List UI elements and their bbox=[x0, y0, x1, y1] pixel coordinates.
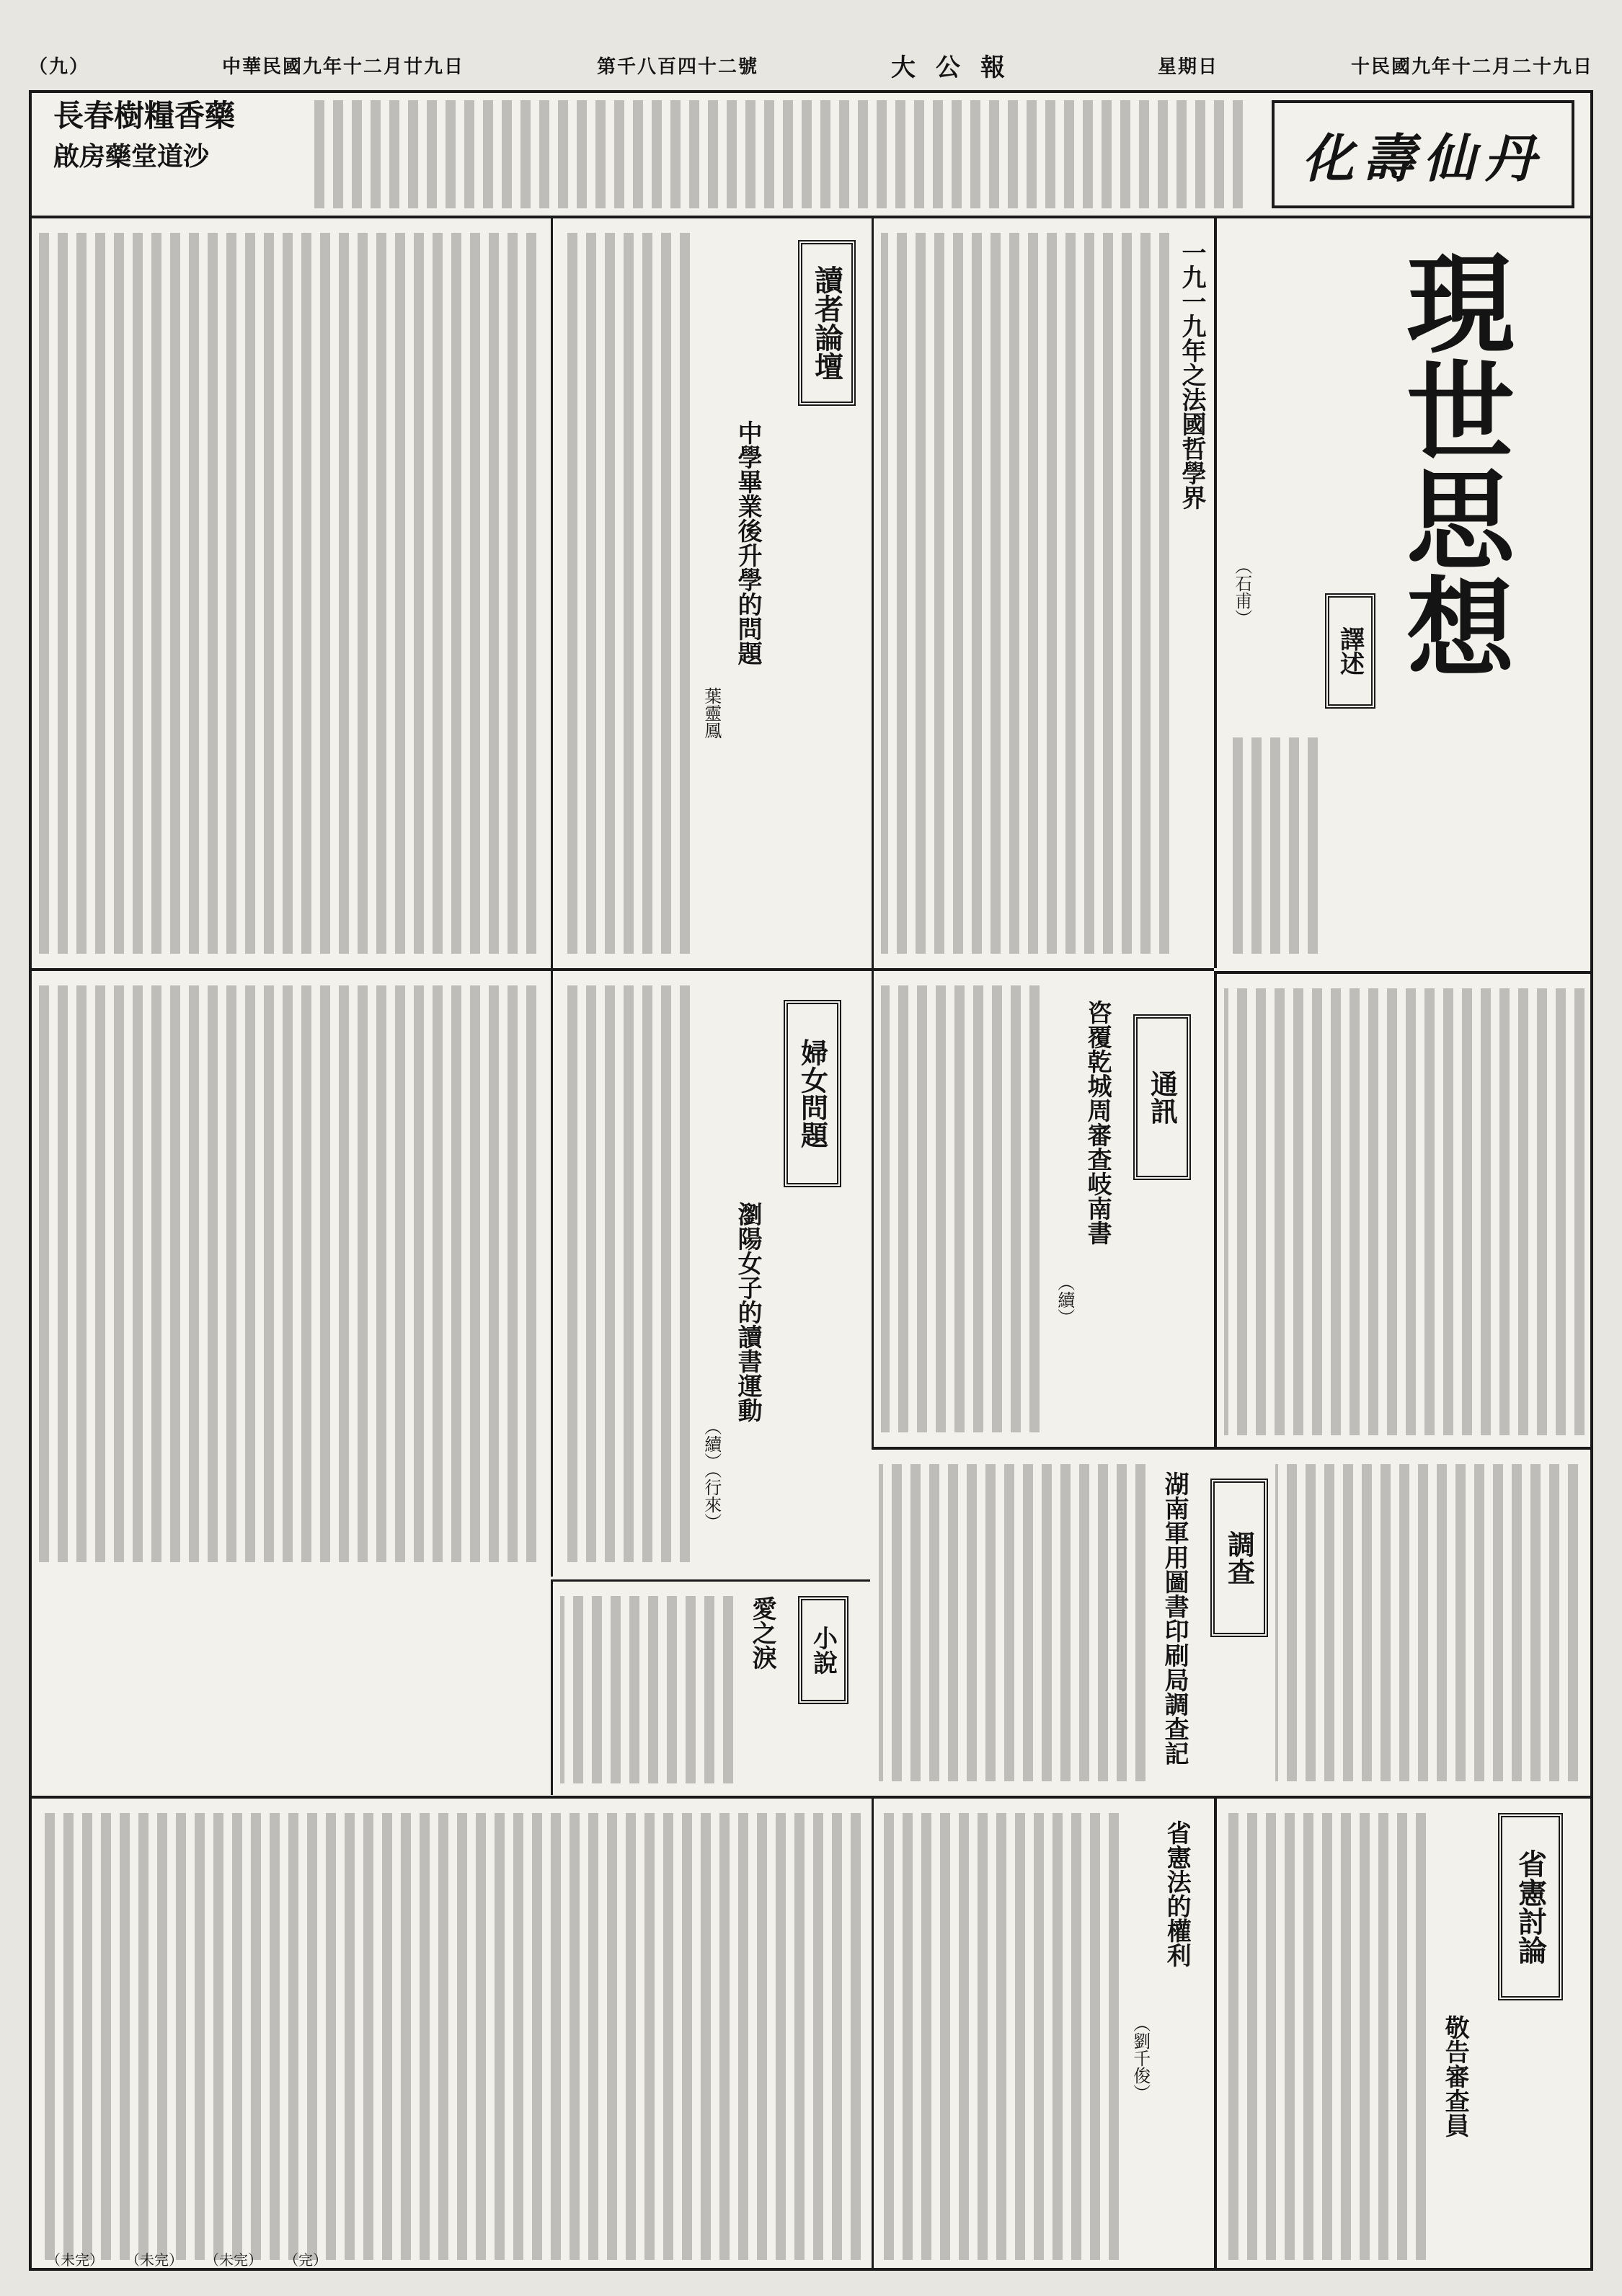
page-number: （九） bbox=[29, 56, 90, 78]
constitution-author: （劉千俊） bbox=[1130, 2015, 1151, 2101]
weekday: 星期日 bbox=[1157, 56, 1218, 78]
readers-body bbox=[560, 233, 690, 954]
paper-name: 大公報 bbox=[891, 53, 1025, 82]
end-mark-4: （完） bbox=[284, 2251, 327, 2269]
longevity-pill-ad-text: 化壽仙丹 bbox=[1301, 128, 1544, 189]
top-ad-strip bbox=[32, 93, 1590, 218]
constitution-title-2: 省憲法的權利 bbox=[1162, 1820, 1192, 1967]
republic-date: 中華民國九年十二月廿九日 bbox=[222, 56, 465, 78]
correspondence-title: 咨覆乾城周審查岐南書 bbox=[1083, 1000, 1112, 1245]
readers-continuation bbox=[32, 218, 547, 968]
translation-article bbox=[872, 218, 1213, 968]
translation-author: （石甫） bbox=[1231, 557, 1252, 626]
correspondence-lead-body bbox=[1224, 988, 1585, 1435]
womens-article-title: 瀏陽女子的讀書運動 bbox=[733, 1202, 763, 1422]
novel-box: 小說 bbox=[798, 1596, 848, 1704]
thought-section bbox=[1214, 218, 1593, 968]
investigation-lead-body bbox=[1275, 1464, 1578, 1781]
novel-overlay bbox=[551, 1579, 870, 1795]
correspondence-article bbox=[872, 971, 1213, 1447]
lower-middle-body bbox=[39, 1813, 861, 2260]
constitution-section bbox=[1214, 1799, 1593, 2271]
end-mark-3: （未完） bbox=[205, 2251, 262, 2269]
translation-box: 譯述 bbox=[1325, 593, 1375, 709]
translation-body-top bbox=[1224, 737, 1318, 954]
translation-body bbox=[881, 233, 1169, 954]
readers-continuation-body bbox=[39, 233, 536, 954]
constitution-box: 省憲討論 bbox=[1498, 1813, 1563, 2000]
end-mark-1: （未完） bbox=[46, 2251, 104, 2269]
lower-middle-columns bbox=[32, 1799, 868, 2271]
longevity-pill-ad bbox=[1272, 100, 1574, 208]
readers-article-title: 中學畢業後升學的問題 bbox=[733, 420, 763, 665]
translation-heading: 一九一九年之法國哲學界 bbox=[1177, 240, 1206, 510]
womens-box: 婦女問題 bbox=[784, 1000, 841, 1187]
investigation-box: 調查 bbox=[1210, 1479, 1268, 1637]
constitution-body bbox=[1224, 1813, 1426, 2260]
correspondence-box: 通訊 bbox=[1133, 1014, 1191, 1180]
readers-article-author: 葉靈鳳 bbox=[701, 687, 722, 739]
novel-section bbox=[551, 1174, 868, 1578]
constitution-article-2 bbox=[872, 1799, 1213, 2271]
constitution-body-2 bbox=[881, 1813, 1119, 2260]
main-title: 現世思想 bbox=[1388, 247, 1515, 680]
correspondence-note: （續） bbox=[1054, 1274, 1075, 1326]
investigation-section bbox=[872, 1450, 1590, 1796]
ad-fine-print bbox=[306, 100, 1243, 208]
newspaper-page bbox=[29, 90, 1593, 2271]
readers-forum bbox=[551, 218, 870, 968]
correspondence-body bbox=[881, 985, 1040, 1432]
constitution-title-1: 敬告審查員 bbox=[1440, 2015, 1470, 2137]
end-marks bbox=[46, 2248, 479, 2270]
date-line: 十民國九年十二月二十九日 bbox=[1350, 56, 1593, 78]
womens-continuation-body bbox=[39, 985, 536, 1562]
issue-number: 第千八百四十二號 bbox=[597, 56, 759, 78]
end-mark-2: （未完） bbox=[125, 2251, 183, 2269]
womens-article-note: （續）（行來） bbox=[701, 1418, 722, 1530]
left-ad-text-1: 長春樹糧香藥 bbox=[53, 98, 236, 133]
masthead bbox=[29, 50, 1593, 82]
correspondence-section bbox=[1214, 971, 1593, 1450]
readers-forum-box: 讀者論壇 bbox=[798, 240, 856, 406]
womens-continuation bbox=[32, 971, 547, 1577]
investigation-body bbox=[879, 1464, 1145, 1781]
novel-body bbox=[560, 1596, 733, 1783]
investigation-title: 湖南軍用圖書印刷局調查記 bbox=[1160, 1471, 1189, 1765]
left-ad-text-2: 啟房藥堂道沙 bbox=[53, 141, 210, 172]
novel-title: 愛之淚 bbox=[748, 1596, 777, 1670]
